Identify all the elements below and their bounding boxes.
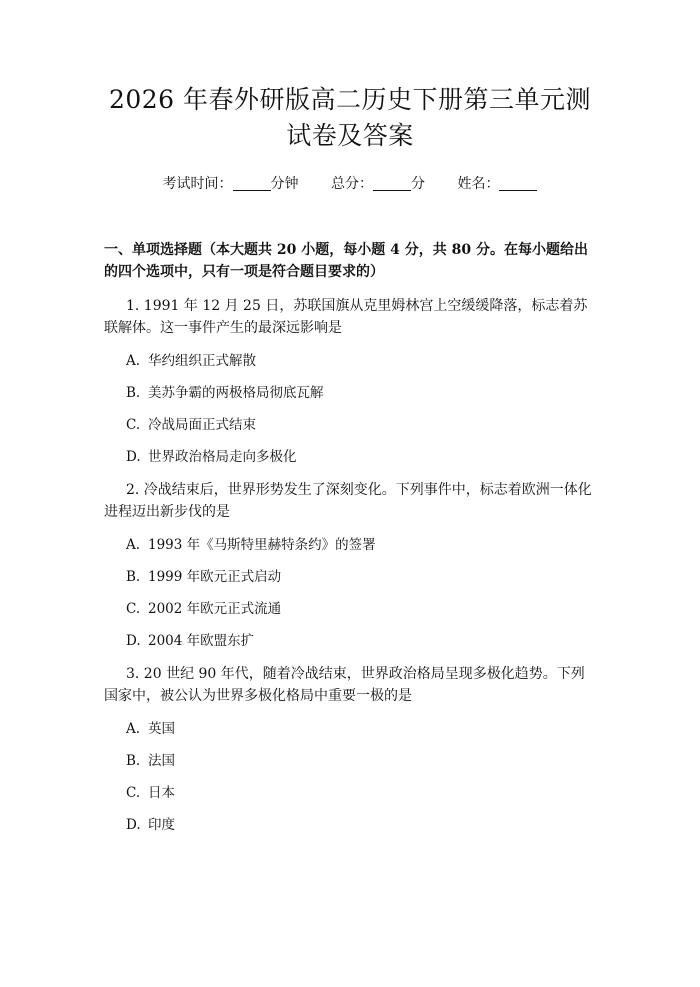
student-name-blank[interactable] [499,176,537,191]
document-title: 2026 年春外研版高二历史下册第三单元测试卷及答案 [108,85,592,150]
option-letter: D. [126,817,141,833]
question-stem: 3. 20 世纪 90 年代，随着冷战结束，世界政治格局呈现多极化趋势。下列国家中，被公认为世界多极化格局中重要一极的是 [104,666,585,704]
option-letter: D. [126,633,141,649]
student-name-label: 姓名： [457,176,500,192]
question-stem: 1. 1991 年 12 月 25 日，苏联国旗从克里姆林宫上空缓缓降落，标志着苏联解体。这一事件产生的最深远影响是 [104,298,588,336]
option-letter: D. [126,449,141,465]
option-c[interactable] [104,783,596,803]
exam-time-field [163,176,303,192]
option-text: 华约组织正式解散 [148,353,256,369]
option-d[interactable] [104,631,596,651]
exam-time-blank[interactable] [233,176,271,191]
option-text: 日本 [148,785,175,801]
question-block [104,479,596,651]
option-text: 美苏争霸的两极格局彻底瓦解 [148,385,324,401]
option-letter: C. [126,785,141,801]
exam-meta [104,173,596,195]
exam-page [0,82,700,987]
option-text: 冷战局面正式结束 [148,417,256,433]
option-text: 英国 [148,721,175,737]
option-a[interactable] [104,351,596,371]
option-b[interactable] [104,751,596,771]
option-letter: B. [126,385,141,401]
option-letter: B. [126,569,141,585]
option-text: 2004 年欧盟东扩 [148,633,255,649]
option-c[interactable] [104,415,596,435]
student-name-field [457,176,537,192]
option-letter: A. [126,721,141,737]
option-letter: A. [126,537,141,553]
option-text: 印度 [148,817,175,833]
option-a[interactable] [104,719,596,739]
exam-time-unit: 分钟 [270,176,299,192]
option-letter: A. [126,353,141,369]
exam-time-label: 考试时间： [162,176,233,192]
option-letter: C. [126,601,141,617]
option-text: 2002 年欧元正式流通 [148,601,282,617]
option-text: 世界政治格局走向多极化 [148,449,297,465]
total-score-unit: 分 [411,176,425,192]
option-d[interactable] [104,447,596,467]
question-stem: 2. 冷战结束后，世界形势发生了深刻变化。下列事件中，标志着欧洲一体化进程迈出新步伐的是 [104,482,592,520]
question-block [104,663,596,835]
option-c[interactable] [104,599,596,619]
question-block [104,295,596,467]
option-a[interactable] [104,535,596,555]
total-score-blank[interactable] [373,176,411,191]
total-score-label: 总分： [331,176,373,192]
option-text: 法国 [148,753,175,769]
option-text: 1999 年欧元正式启动 [148,569,282,585]
option-d[interactable] [104,815,596,835]
section-title: 一、单项选择题（本大题共 20 小题，每小题 4 分，共 80 分。在每小题给出的四个选项中，只有一项是符合题目要求的） [104,242,588,280]
total-score-field [331,176,429,192]
option-letter: C. [126,417,141,433]
option-text: 1993 年《马斯特里赫特条约》的签署 [148,537,376,553]
option-b[interactable] [104,383,596,403]
option-b[interactable] [104,567,596,587]
option-letter: B. [126,753,141,769]
